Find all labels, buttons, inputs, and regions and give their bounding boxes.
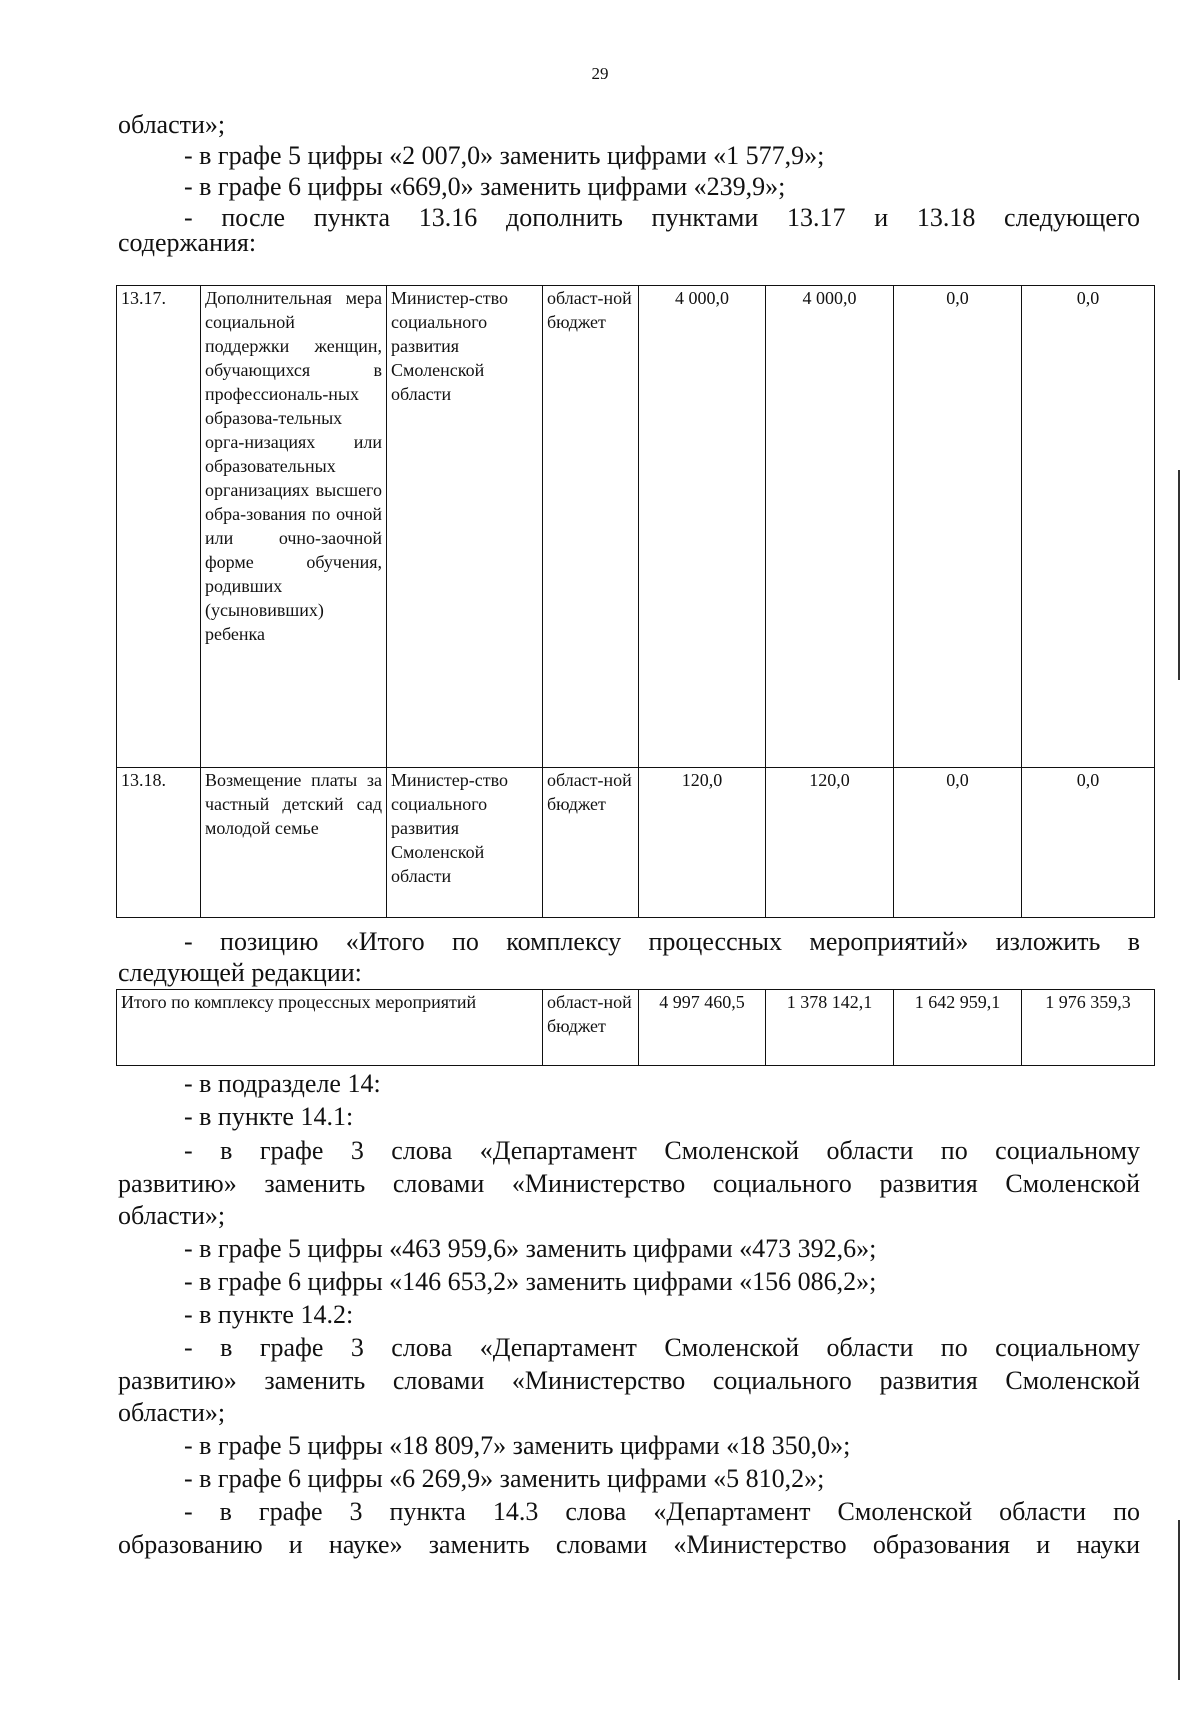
funding-source: област-ной бюджет: [543, 286, 639, 768]
text-line: - позицию «Итого по комплексу процессных мероприятий» изложить в: [184, 927, 1140, 956]
text-line: - в графе 6 цифры «146 653,2» заменить цифрами «156 086,2»;: [184, 1267, 877, 1296]
text-line: - в графе 3 слова «Департамент Смоленской области по социальному: [184, 1136, 1140, 1165]
text-line: развитию» заменить словами «Министерство социального развития Смоленской: [118, 1169, 1140, 1198]
amount-year-2: 1 642 959,1: [894, 990, 1022, 1066]
table-row: [117, 768, 1155, 918]
text-line: - в пункте 14.1:: [184, 1102, 354, 1131]
text-line: - в графе 6 цифры «669,0» заменить цифрами «239,9»;: [184, 172, 786, 201]
funding-source: област-ной бюджет: [543, 768, 639, 918]
amount-year-1: 4 000,0: [766, 286, 894, 768]
amount-total: 4 000,0: [639, 286, 766, 768]
amount-total: 120,0: [639, 768, 766, 918]
text-line: - в графе 6 цифры «6 269,9» заменить цифрами «5 810,2»;: [184, 1464, 825, 1493]
text-line: - в графе 5 цифры «2 007,0» заменить цифрами «1 577,9»;: [184, 141, 825, 170]
text-line: - в пункте 14.2:: [184, 1300, 354, 1329]
measure-name: Дополнительная мера социальной поддержки женщин, обучающихся в профессиональ-ных образова-тельных орга-низациях или образовательных организациях высшего обра-зования по очной или очно-заочной форме обучения, родивших (усыновивших) ребенка: [201, 286, 387, 768]
funding-source: област-ной бюджет: [543, 990, 639, 1066]
total-table: [116, 989, 1155, 1066]
amount-year-1: 1 378 142,1: [766, 990, 894, 1066]
text-line: следующей редакции:: [118, 958, 362, 987]
text-line: - после пункта 13.16 дополнить пунктами 13.17 и 13.18 следующего: [184, 203, 1140, 232]
text-line: области»;: [118, 1398, 226, 1427]
text-line: образованию и науке» заменить словами «Министерство образования и науки: [118, 1530, 1140, 1559]
executor: Министер-ство социального развития Смоленской области: [387, 286, 543, 768]
amount-year-1: 120,0: [766, 768, 894, 918]
measure-name: Возмещение платы за частный детский сад молодой семье: [201, 768, 387, 918]
amount-year-2: 0,0: [894, 768, 1022, 918]
amount-year-3: 0,0: [1022, 286, 1155, 768]
amount-total: 4 997 460,5: [639, 990, 766, 1066]
executor: Министер-ство социального развития Смоленской области: [387, 768, 543, 918]
text-line: - в графе 3 пункта 14.3 слова «Департамент Смоленской области по: [184, 1497, 1140, 1526]
scan-edge-line: [1178, 470, 1180, 680]
row-number: 13.18.: [117, 768, 201, 918]
table-row: [117, 286, 1155, 768]
amount-year-3: 1 976 359,3: [1022, 990, 1155, 1066]
text-line: - в графе 5 цифры «463 959,6» заменить цифрами «473 392,6»;: [184, 1234, 877, 1263]
text-line: области»;: [118, 1201, 226, 1230]
text-line: развитию» заменить словами «Министерство социального развития Смоленской: [118, 1366, 1140, 1395]
text-line: области»;: [118, 110, 226, 139]
total-label: Итого по комплексу процессных мероприятий: [117, 990, 543, 1066]
scan-edge-line: [1178, 1520, 1180, 1680]
text-line: - в графе 3 слова «Департамент Смоленской области по социальному: [184, 1333, 1140, 1362]
text-line: - в графе 5 цифры «18 809,7» заменить цифрами «18 350,0»;: [184, 1431, 851, 1460]
row-number: 13.17.: [117, 286, 201, 768]
table-row: [117, 990, 1155, 1066]
amount-year-2: 0,0: [894, 286, 1022, 768]
measures-table: [116, 285, 1155, 918]
page-number: 29: [591, 64, 609, 83]
text-line: - в подразделе 14:: [184, 1069, 381, 1098]
text-line: содержания:: [118, 228, 257, 257]
amount-year-3: 0,0: [1022, 768, 1155, 918]
